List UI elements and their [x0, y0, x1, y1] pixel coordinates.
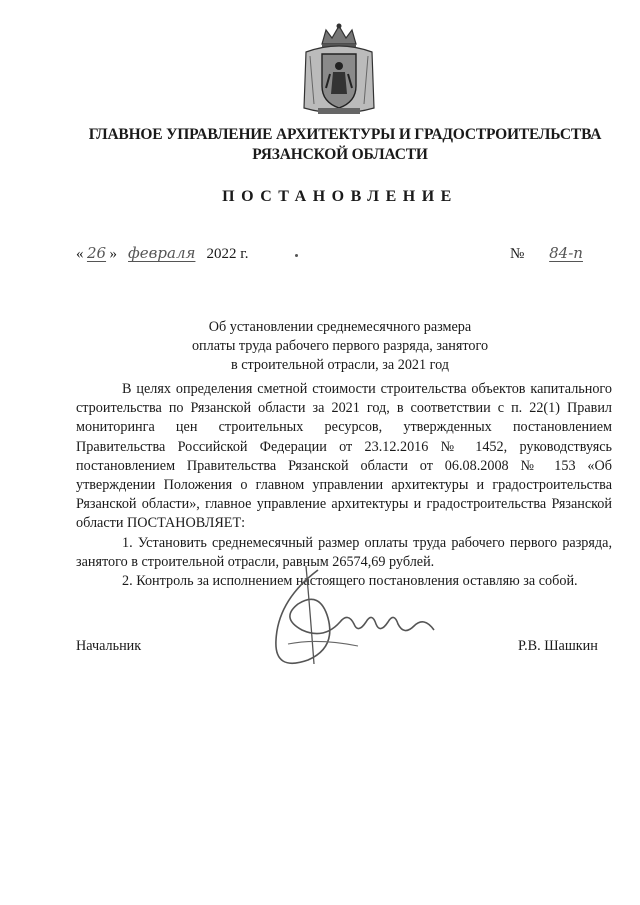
document-number: [510, 244, 604, 263]
subject-line-3: в строительной отрасли, за 2021 год: [230, 357, 450, 373]
stray-mark: [295, 254, 298, 257]
document-subject: [190, 318, 490, 375]
resolution-item-2: 2. Контроль за исполнением настоящего постановления оставляю за собой.: [122, 573, 578, 590]
document-date: [76, 244, 248, 263]
signatory-name: Р.В. Шашкин: [518, 638, 598, 654]
date-close-quote: »: [109, 246, 117, 262]
organization-line-1: ГЛАВНОЕ УПРАВЛЕНИЕ АРХИТЕКТУРЫ И ГРАДОСТРОИТЕЛЬСТВА: [88, 126, 602, 143]
ryazan-coat-of-arms-icon: [300, 22, 378, 120]
number-prefix: №: [510, 246, 525, 262]
handwritten-signature: [258, 560, 448, 680]
date-month-handwritten: февраля: [128, 244, 196, 262]
date-year: 2022 г.: [206, 246, 249, 262]
organization-line-2: РЯЗАНСКОЙ ОБЛАСТИ: [252, 146, 428, 163]
signatory-position: Начальник: [76, 638, 142, 654]
date-open-quote: «: [76, 246, 84, 262]
date-day-handwritten: 26: [86, 244, 107, 262]
resolution-item-1: 1. Установить среднемесячный размер оплаты труда рабочего первого разряда, занятого в строительной отрасли, равным 26574,69 рублей.: [76, 534, 612, 570]
document-type-heading: ПОСТАНОВЛЕНИЕ: [222, 188, 458, 205]
subject-line-1: Об установлении среднемесячного размера: [208, 319, 472, 335]
subject-line-2: оплаты труда рабочего первого разряда, занятого: [191, 338, 489, 354]
preamble-paragraph: В целях определения сметной стоимости строительства объектов капитального строительства по Рязанской области за 2021 год, в соответствии с п. 22(1) Правил мониторинга цен строительных ресурсов, утвержденных постановлением Правительства Российской Федерации от 23.12.2016 № 1452, руководствуясь постановлением Правительства Рязанской области от 06.08.2008 № 153 «Об утверждении Положения о главном управлении архитектуры и градостроительства Рязанской области», главное управление архитектуры и градостроительства Рязанской области ПОСТАНОВЛЯЕТ:: [76, 381, 612, 532]
number-handwritten: 84-п: [549, 244, 583, 262]
